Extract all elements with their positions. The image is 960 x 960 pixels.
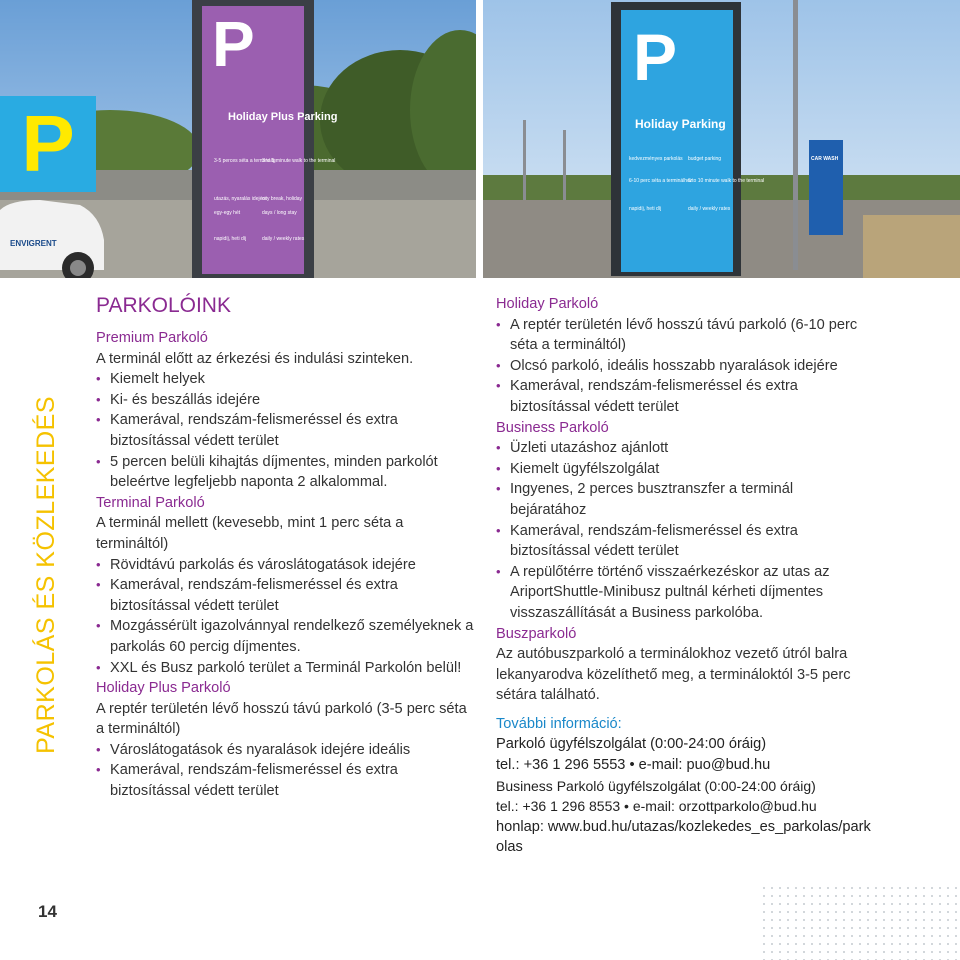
business-title: Business Parkoló (496, 419, 609, 436)
sign-line-right-3: 6-10 perc séta a terminálhoz (629, 178, 693, 184)
list-item: • Kiemelt ügyfélszolgálat (496, 459, 872, 480)
parking-p-badge: P (0, 96, 96, 192)
sign-line-right-2: budget parking (688, 156, 722, 162)
sign-p-letter-right: P (633, 20, 678, 94)
list-item: • Ki- és beszállás idejére (96, 390, 474, 411)
sign-line-left-6: days / long stay (262, 210, 297, 216)
terminal-intro: A terminál mellett (kevesebb, mint 1 perc séta a termináltól) (96, 515, 404, 552)
holiday-plus-intro: A reptér területén lévő hosszú távú parkoló (3-5 perc séta a termináltól) (96, 700, 467, 738)
holiday-plus-list (96, 740, 474, 802)
list-item: • Városlátogatások és nyaralások idejére ideális (96, 740, 474, 761)
sign-p-letter-left: P (212, 8, 255, 80)
bus-text: Az autóbuszparkoló a terminálokhoz vezető útról balra lekanyarodva közelíthető meg, a termináloktól 3-5 perc sétára található. (496, 646, 851, 704)
car-wash-sign: CAR WASH (811, 156, 839, 162)
holiday-list (496, 315, 872, 418)
terminal-title: Terminal Parkoló (96, 494, 205, 511)
side-section-title (6, 280, 86, 870)
list-item: • Kamerával, rendszám-felismeréssel és extra biztosítással védett terület (496, 521, 872, 562)
photo-right-illustration (483, 0, 960, 278)
sign-line-left-1: 3-5 perces séta a terminálig (214, 158, 276, 164)
list-item: • 5 percen belüli kihajtás díjmentes, minden parkolót beleértve legfeljebb naponta 2 alkalommal. (96, 452, 474, 493)
list-item: • Üzleti utazáshoz ajánlott (496, 438, 872, 459)
business-list (496, 438, 872, 623)
sign-line-right-1: kedvezményes parkolás (629, 156, 683, 162)
side-section-title-text: PARKOLÁS ÉS KÖZLEKEDÉS (31, 396, 60, 754)
terminal-list (96, 555, 474, 679)
contact-line-2: tel.: +36 1 296 5553 • e-mail: puo@bud.hu (496, 757, 771, 774)
sign-line-left-2: 3 to 5 minute walk to the terminal (262, 158, 336, 164)
list-item: • Olcsó parkoló, ideális hosszabb nyaralások idejére (496, 356, 872, 377)
sign-line-left-5: egy-egy hét (214, 210, 241, 216)
sign-line-left-4: city break, holiday (262, 196, 303, 202)
sign-line-left-7: napidíj, heti díj (214, 236, 247, 242)
premium-intro: A terminál előtt az érkezési és indulási szinteken. (96, 350, 414, 367)
contact-line-3: Business Parkoló ügyfélszolgálat (0:00-24:00 óráig) (496, 777, 816, 794)
contact-block (496, 734, 872, 858)
photo-holiday-sign (483, 0, 960, 278)
list-item: • XXL és Busz parkoló terület a Terminál Parkolón belül! (96, 658, 474, 679)
premium-title: Premium Parkoló (96, 330, 208, 346)
bus-title: Buszparkoló (496, 625, 577, 642)
car-brand-text: ENVIGRENT (10, 239, 57, 248)
sign-line-right-4: 6 to 10 minute walk to the terminal (688, 178, 765, 184)
list-item: • Kiemelt helyek (96, 369, 474, 390)
list-item: • A reptér területén lévő hosszú távú parkoló (6-10 perc séta a termináltól) (496, 315, 872, 356)
list-item: • Kamerával, rendszám-felismeréssel és extra biztosítással védett terület (96, 575, 474, 616)
right-column (496, 294, 872, 858)
contact-line-1: Parkoló ügyfélszolgálat (0:00-24:00 óráig) (496, 736, 767, 753)
list-item: • Kamerával, rendszám-felismeréssel és extra biztosítással védett terület (96, 760, 474, 801)
list-item: • Kamerával, rendszám-felismeréssel és extra biztosítással védett terület (96, 410, 474, 451)
list-item: • Ingyenes, 2 perces busztranszfer a terminál bejáratához (496, 479, 872, 520)
info-title: További információ: (496, 715, 622, 732)
contact-line-4: tel.: +36 1 296 8553 • e-mail: orzottparkolo@bud.hu (496, 798, 817, 815)
holiday-plus-title: Holiday Plus Parkoló (96, 680, 231, 697)
sign-line-right-6: daily / weekly rates (688, 206, 731, 212)
website-link[interactable]: honlap: www.bud.hu/utazas/kozlekedes_es_parkolas/parkolas (496, 818, 871, 856)
sign-title-right: Holiday Parking (635, 117, 726, 131)
list-item: • Kamerával, rendszám-felismeréssel és extra biztosítással védett terület (496, 376, 872, 417)
decorative-dot-grid (760, 884, 960, 960)
sign-title-left: Holiday Plus Parking (228, 111, 338, 123)
sign-line-right-5: napidíj, heti díj (629, 206, 662, 212)
sign-line-left-8: daily / weekly rates (262, 236, 305, 242)
holiday-title: Holiday Parkoló (496, 296, 599, 312)
list-item: • A repülőtérre történő visszaérkezéskor az utas az AriportShuttle-Minibusz pultnál kérheti díjmentes visszaszállítását a Business parkolóba. (496, 562, 872, 624)
left-column (96, 294, 474, 802)
page-number: 14 (38, 902, 57, 921)
list-item: • Rövidtávú parkolás és városlátogatások idejére (96, 555, 474, 576)
premium-list (96, 369, 474, 493)
sign-line-left-3: utazás, nyaralás idejére (214, 196, 267, 202)
list-item: • Mozgássérült igazolvánnyal rendelkező személyeknek a parkolás 60 percig díjmentes. (96, 616, 474, 657)
page-heading: PARKOLÓINK (96, 294, 231, 317)
